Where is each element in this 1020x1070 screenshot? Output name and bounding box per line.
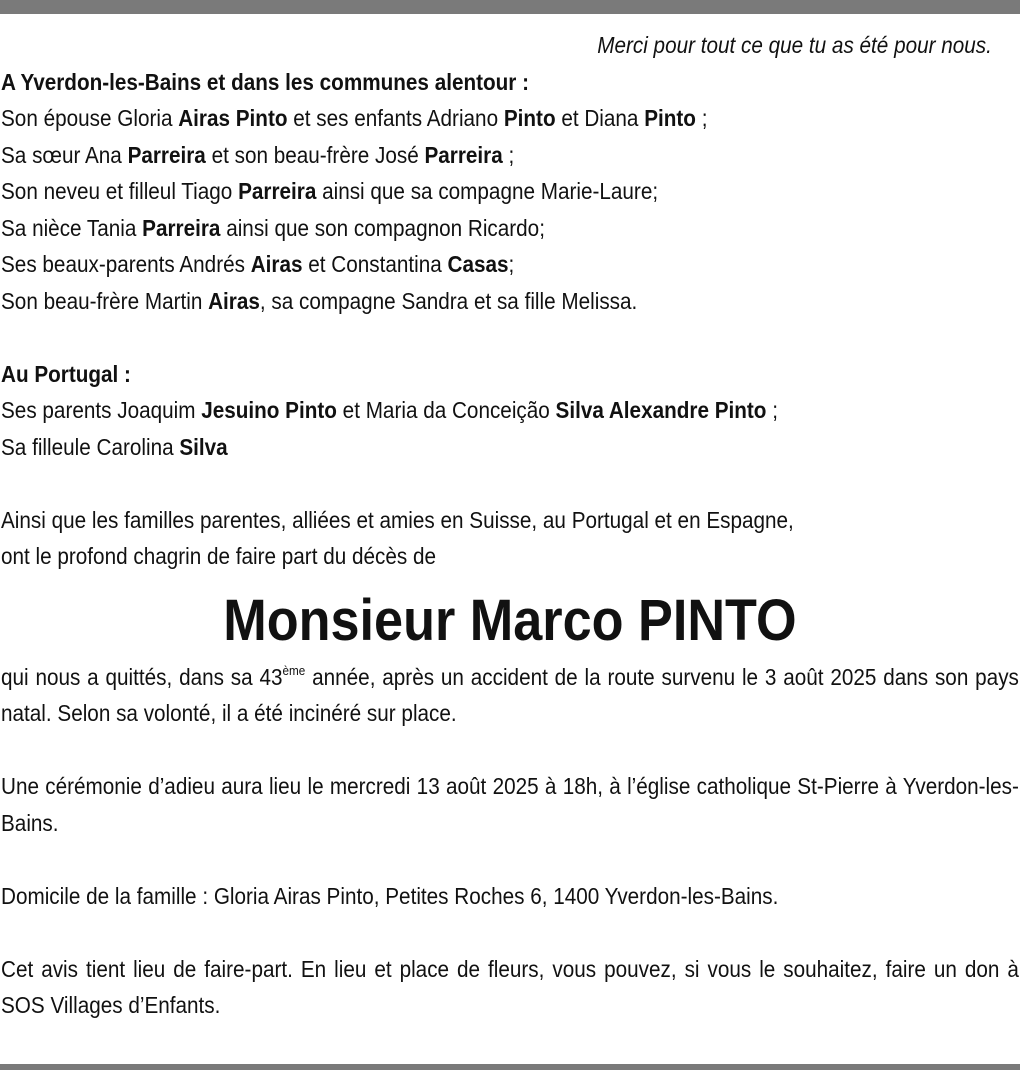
- spacer: [1, 841, 1019, 878]
- family-line: Ses beaux-parents Andrés Airas et Constantina Casas;: [1, 251, 515, 277]
- spacer: [1, 732, 1019, 769]
- details-paragraph: qui nous a quittés, dans sa 43ème année, après un accident de la route survenu le 3 août 2025 dans son pays natal. Selon sa volonté, il a été incinéré sur place.: [1, 662, 1019, 726]
- section1-heading: A Yverdon-les-Bains et dans les communes alentour :: [1, 68, 530, 95]
- domicile-paragraph: Domicile de la famille : Gloria Airas Pinto, Petites Roches 6, 1400 Yverdon-les-Bains.: [1, 882, 779, 909]
- top-rule: [0, 0, 1020, 14]
- family-line: Ses parents Joaquim Jesuino Pinto et Maria da Conceição Silva Alexandre Pinto ;: [1, 397, 778, 423]
- intro-line: Ainsi que les familles parentes, alliées et amies en Suisse, au Portugal et en Espagne,: [1, 506, 794, 533]
- family-line: Sa filleule Carolina Silva: [1, 433, 228, 460]
- family-line: Son épouse Gloria Airas Pinto et ses enfants Adriano Pinto et Diana Pinto ;: [1, 105, 708, 131]
- family-line: Sa nièce Tania Parreira ainsi que son compagnon Ricardo;: [1, 214, 545, 241]
- bottom-rule: [0, 1064, 1020, 1070]
- section2-heading: Au Portugal :: [1, 360, 131, 387]
- notice-paragraph: Cet avis tient lieu de faire-part. En lieu et place de fleurs, vous pouvez, si vous le souhaitez, faire un don à SOS Villages d’Enfants.: [1, 955, 1019, 1018]
- obituary-notice: [1, 27, 1019, 1024]
- family-line: Son beau-frère Martin Airas, sa compagne Sandra et sa fille Melissa.: [1, 287, 638, 314]
- motto: Merci pour tout ce que tu as été pour nous.: [597, 32, 992, 58]
- family-line: Sa sœur Ana Parreira et son beau-frère José Parreira ;: [1, 141, 515, 168]
- spacer: [1, 319, 1019, 356]
- deceased-name: Monsieur Marco PINTO: [223, 587, 797, 653]
- spacer: [1, 465, 1019, 502]
- spacer: [1, 914, 1019, 951]
- intro-line: ont le profond chagrin de faire part du décès de: [1, 543, 436, 569]
- family-line: Son neveu et filleul Tiago Parreira ainsi que sa compagne Marie-Laure;: [1, 178, 659, 204]
- ceremony-paragraph: Une cérémonie d’adieu aura lieu le mercredi 13 août 2025 à 18h, à l’église catholique St-Pierre à Yverdon-les-Bains.: [1, 773, 1019, 836]
